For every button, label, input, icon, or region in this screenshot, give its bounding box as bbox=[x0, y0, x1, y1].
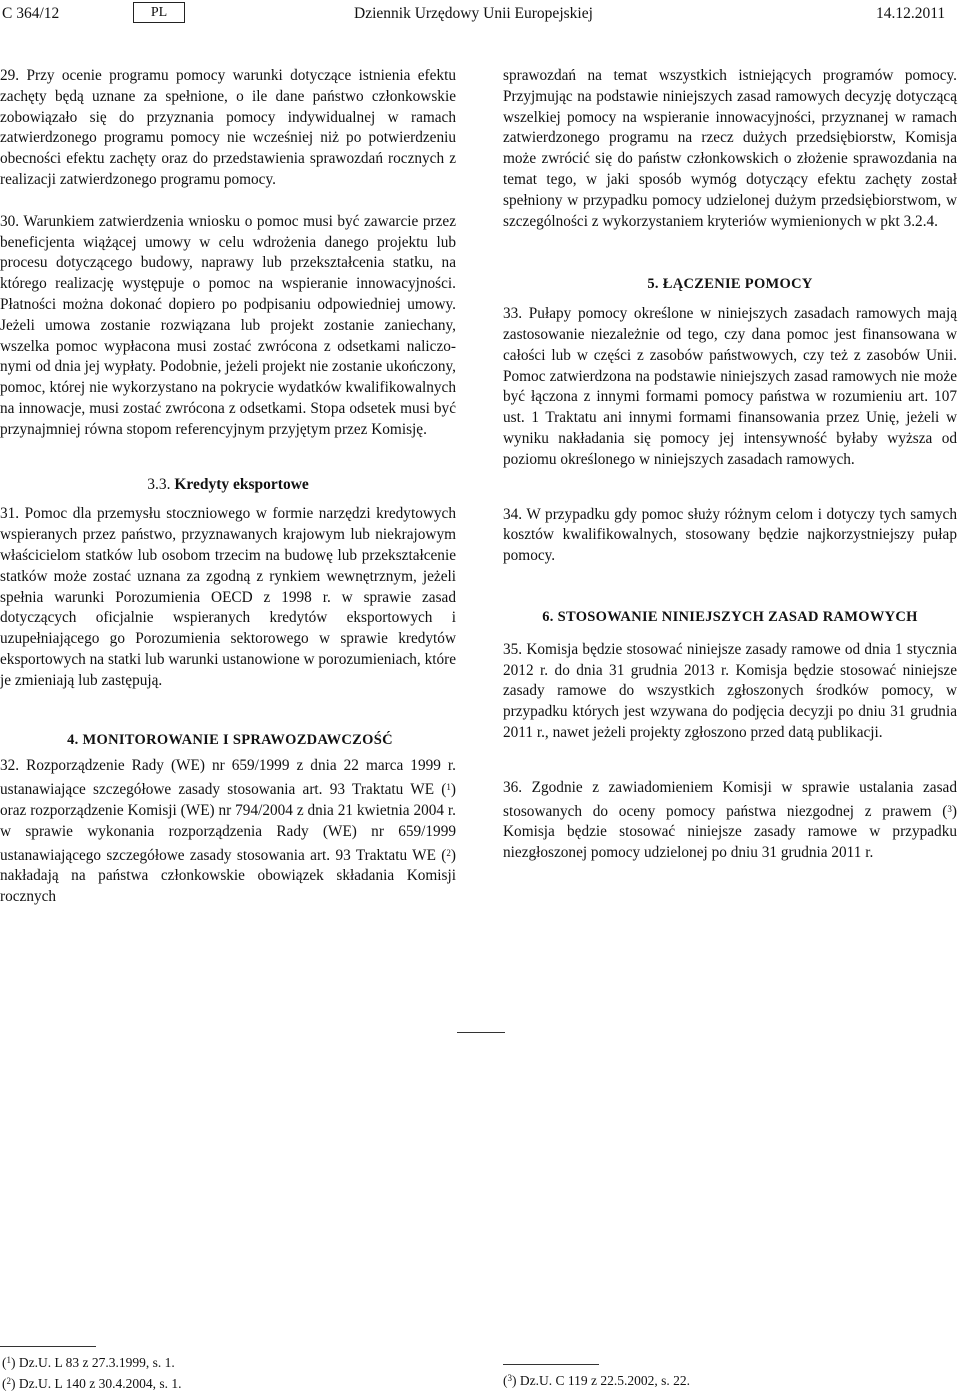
paragraph-32: 32. Rozporządzenie Rady (WE) nr 659/1999 z dnia 22 marca 1999 r. ustanawiające szczegółowe zasady stosowania art. 93 Traktatu WE ($^1$) oraz rozporządzenie Komisji (WE) nr 794/2004 z dnia 21 kwietnia 2004 r. w sprawie wykonania rozporządzenia Rady (WE) nr 659/1999 ustanawiającego szczegółowe zasady stosowania art. 93 Traktatu WE ($^2$) nakładają na państwa członkowskie obowiązek składania Komisji rocznych bbox=[0, 757, 456, 906]
footnotes-right bbox=[503, 1369, 943, 1390]
footnote-1: ($^1$) Dz.U. L 83 z 27.3.1999, s. 1. bbox=[2, 1355, 175, 1370]
paragraph-30: 30. Warunkiem zatwierdzenia wniosku o pomoc musi być zawarcie przez beneficjenta wiążącej umowy w celu wdrożenia danego projektu lub procesu dotyczącego budowy, naprawy lub przekształcenia statku, na którego realizację występuje o pomoc na wspieranie innowacyjności. Płatności można dokonać dopiero po podpisaniu odpowiedniej umowy. Jeżeli umowa zostanie rozwiązana lub projekt zostanie zaniechany, wszelka pomoc wypłacona musi zostać zwrócona z odsetkami naliczonymi od dnia jej wypłaty. Podobnie, jeżeli projekt nie zostanie ukończony, pomoc, której nie wykorzystano na pokrycie wydatków kwalifikowalnych na innowacje, musi zostać zwrócona z odsetkami. Stopa odsetek musi być przynajmniej równa stopom referencyjnym przyjętym przez Komisję. bbox=[0, 212, 456, 438]
paragraph-31: 31. Pomoc dla przemysłu stoczniowego w formie narzędzi kredytowych wspieranych przez państwo, przyznawanych krajowym lub niekrajowym właścicielom statków lub osobom trzecim na budowę lub przekształcenie statków może zostać uznana za zgodną z rynkiem wewnętrznym, jeżeli spełnia warunki Porozumienia OECD z 1998 r. w sprawie zasad dotyczących oficjalnie wspieranych kredytów eksportowych i uzupełniającego go Porozumienia sektorowego w sprawie kredytów eksportowych na statki lub warunki ustanowione w porozumieniach, które je zmieniają lub zastępują. bbox=[0, 505, 456, 689]
paragraph-29: 29. Przy ocenie programu pomocy warunki dotyczące istnienia efektu zachęty będą uznane za spełnione, o ile dane państwo członkowskie zobowiązało się do przyznania pomocy indywidualnej w ramach zatwierdzonego programu pomocy nie wcześniej niż po potwierdzeniu obecności efektu zachęty oraz do przedstawienia sprawozdań rocznych z realizacji zatwierdzonego programu pomocy. bbox=[0, 67, 456, 188]
page-reference: C 364/12 bbox=[2, 5, 60, 22]
paragraph-36: 36. Zgodnie z zawiadomieniem Komisji w sprawie ustalania zasad stosowanych do oceny pomocy państwa niezgodnej z prawem ($^3$) Komisja będzie stosować niniejsze zasady ramowe w przypadku niezgłoszonej pomocy udzielonej po dniu 31 grudnia 2011 r. bbox=[503, 778, 957, 862]
footnote-ref-1[interactable]: 1 bbox=[446, 782, 451, 793]
footnote-ref-2[interactable]: 2 bbox=[446, 847, 451, 858]
subsection-number: 3.3. bbox=[147, 475, 171, 493]
right-column bbox=[503, 66, 957, 864]
section-5-heading: 5. ŁĄCZENIE POMOCY bbox=[647, 276, 813, 293]
footnote-ref-3[interactable]: 3 bbox=[947, 803, 952, 814]
subsection-title: Kredyty eksportowe bbox=[174, 475, 309, 493]
footnotes-left bbox=[2, 1351, 442, 1393]
page-header bbox=[0, 2, 960, 28]
journal-title: Dziennik Urzędowy Unii Europejskiej bbox=[354, 5, 593, 22]
paragraph-35: 35. Komisja będzie stosować niniejsze zasady ramowe od dnia 1 stycznia 2012 r. do dnia 31 grudnia 2013 r. Komisja będzie stosować niniejsze zasady ramowe do wszystkich zgłoszonych środków pomocy, w przypadku których jest wzywana do podjęcia decyzji po dniu 31 grudnia 2011 r., nawet jeżeli projekty zgłoszono przed datą publikacji. bbox=[503, 640, 957, 741]
end-of-text-rule bbox=[457, 1032, 505, 1033]
section-6-heading: 6. STOSOWANIE NINIEJSZYCH ZASAD RAMOWYCH bbox=[542, 608, 918, 625]
footnote-2: ($^2$) Dz.U. L 140 z 30.4.2004, s. 1. bbox=[2, 1376, 182, 1391]
paragraph-33: 33. Pułapy pomocy określone w niniejszych zasadach ramowych mają zastosowanie niezależnie od tego, czy dana pomoc jest finansowana w całości lub w części z zasobów państwowych, czy też z zasobów Unii. Pomoc zatwierdzona na podstawie niniejszych zasad ramowych nie może być łączona z innymi formami pomocy państwa w rozumieniu art. 107 ust. 1 Traktatu ani innymi formami finansowania przez Unię, jeżeli w wyniku nakładania się pomocy jej intensywność byłaby wyższa od poziomu określonego w niniejszych zasadach ramowych. bbox=[503, 305, 957, 468]
subsection-heading bbox=[0, 475, 456, 496]
left-column bbox=[0, 66, 456, 908]
paragraph-34: 34. W przypadku gdy pomoc służy różnym celom i dotyczy tych samych kosztów kwalifikowalnych, stosowany będzie najkorzystniejszy pułap pomocy. bbox=[503, 505, 957, 565]
footnote-separator-right bbox=[503, 1364, 599, 1365]
footnote-3: ($^3$) Dz.U. C 119 z 22.5.2002, s. 22. bbox=[503, 1373, 690, 1388]
section-4-heading: 4. MONITOROWANIE I SPRAWOZDAWCZOŚĆ bbox=[67, 731, 393, 748]
footnote-separator-left bbox=[0, 1346, 96, 1347]
paragraph-32-continued: sprawozdań na temat wszystkich istniejących programów pomocy. Przyjmując na podstawie niniejszych zasad ramowych decyzję dotyczącą wszelkiej pomocy na wspieranie innowacyjności, przyznanej w ramach zatwierdzonego programu na rzecz dużych przedsiębiorstw, Komisja może zwrócić się do państw członkowskich o złożenie sprawozdania na temat tego, w jaki sposób wymóg dotyczący efektu zachęty został spełniony w przypadku pomocy udzielonej dużym przedsiębiorstwom, w szczególności z wykorzystaniem kryteriów wymienionych w pkt 3.2.4. bbox=[503, 67, 957, 230]
language-badge: PL bbox=[133, 2, 185, 23]
publication-date: 14.12.2011 bbox=[876, 5, 946, 22]
